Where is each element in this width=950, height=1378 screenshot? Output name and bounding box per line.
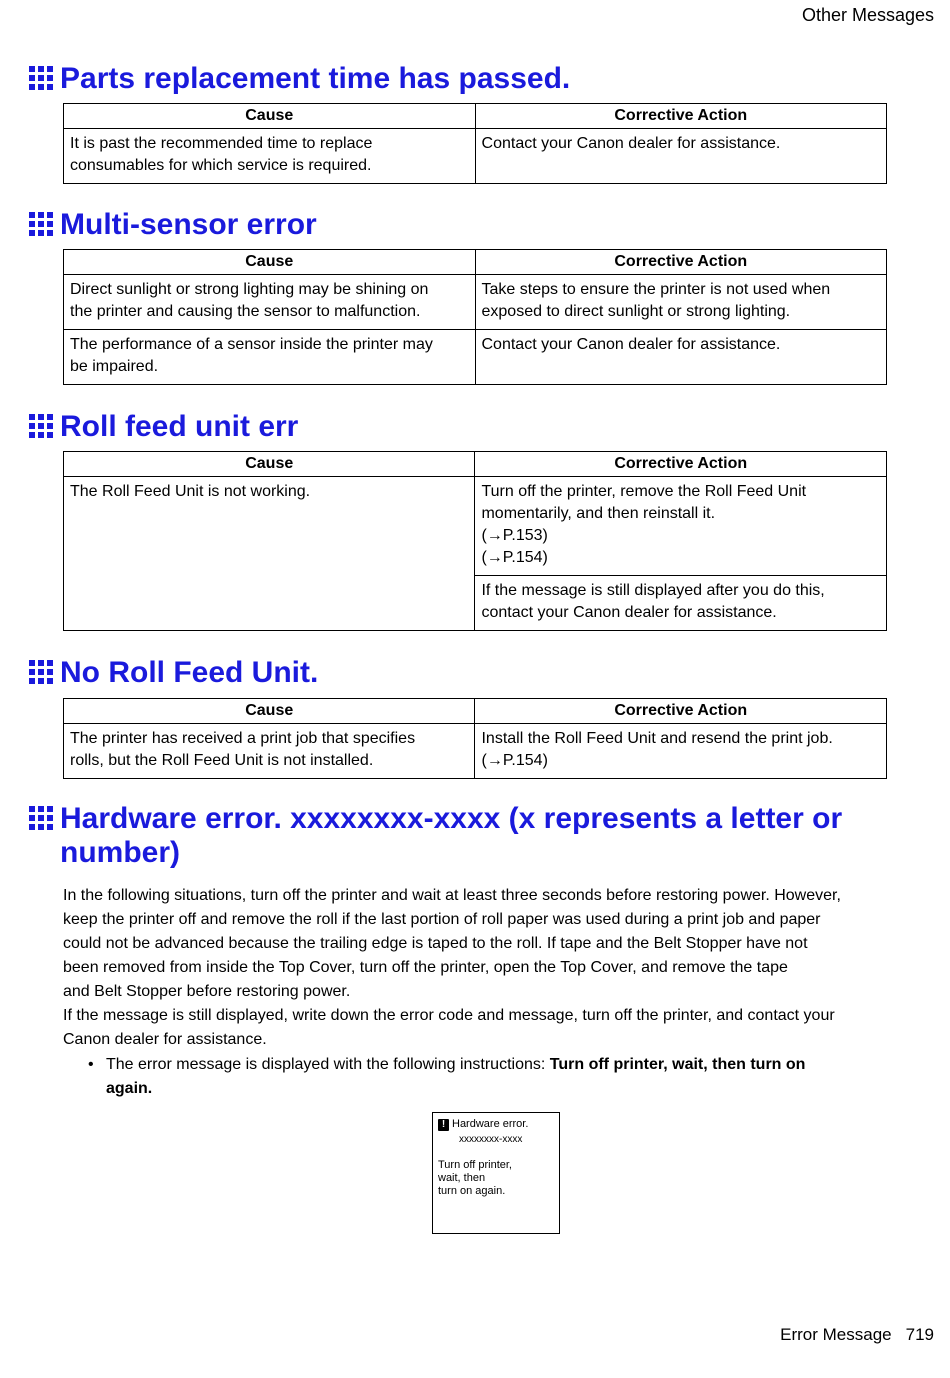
- action-cell: If the message is still displayed after you do this, contact your Canon dealer for assistance.: [475, 576, 887, 631]
- action-cell: Install the Roll Feed Unit and resend the print job. (→P.154): [475, 724, 887, 779]
- cause-action-table: [63, 451, 887, 631]
- paragraph: In the following situations, turn off the printer and wait at least three seconds before restoring power. However, keep the printer off and remove the roll if the last portion of roll paper was used during a print job and paper could not be advanced because the trailing edge is taped to the roll. If tape and the Belt Stopper have not been removed from inside the Top Cover, turn off the printer, open the Top Cover, and remove the tape and Belt Stopper before restoring power.: [63, 887, 841, 1000]
- list-item: • The error message is displayed with the following instructions: Turn off printer, wait, then turn on again.: [88, 1053, 878, 1101]
- page-footer: [780, 1325, 934, 1345]
- cause-cell: The performance of a sensor inside the printer may be impaired.: [64, 330, 476, 385]
- footer-label: Error Message: [780, 1325, 892, 1344]
- page-number: 719: [905, 1325, 934, 1344]
- action-cell: Turn off the printer, remove the Roll Feed Unit momentarily, and then reinstall it. (→P.153) (→P.154): [475, 477, 887, 576]
- cause-cell: The printer has received a print job that specifies rolls, but the Roll Feed Unit is not installed.: [64, 724, 475, 779]
- section-title: Hardware error. xxxxxxxx-xxxx (x represents a letter or number): [28, 802, 890, 870]
- action-cell: Take steps to ensure the printer is not used when exposed to direct sunlight or strong lighting.: [475, 275, 887, 330]
- cause-cell: Direct sunlight or strong lighting may be shining on the printer and causing the sensor to malfunction.: [64, 275, 476, 330]
- table-row: [64, 275, 887, 330]
- action-cell: Contact your Canon dealer for assistance.: [475, 330, 887, 385]
- cause-cell: The Roll Feed Unit is not working.: [64, 477, 475, 631]
- section-title: Multi-sensor error: [28, 208, 890, 242]
- action-header: Corrective Action: [475, 699, 887, 724]
- section-title: Roll feed unit err: [28, 410, 890, 444]
- table-row: [64, 330, 887, 385]
- action-cell: Contact your Canon dealer for assistance.: [475, 129, 886, 184]
- section-hardware-error: [28, 802, 890, 870]
- section-title: Parts replacement time has passed.: [28, 62, 890, 96]
- cause-cell: It is past the recommended time to replace consumables for which service is required.: [64, 129, 476, 184]
- grid-icon: [29, 66, 53, 90]
- grid-icon: [29, 414, 53, 438]
- table-row: [64, 129, 887, 184]
- panel-instructions: Turn off printer, wait, then turn on again.: [438, 1159, 512, 1197]
- cause-action-table: [63, 103, 887, 184]
- action-header: Corrective Action: [475, 250, 887, 275]
- display-panel-illustration: [432, 1112, 560, 1234]
- cause-header: Cause: [64, 250, 476, 275]
- section-roll-feed-unit-err: [28, 410, 890, 621]
- table-row: [64, 477, 887, 576]
- paragraph: If the message is still displayed, write down the error code and message, turn off the printer, and contact your Canon dealer for assistance.: [63, 1007, 835, 1048]
- panel-title: Hardware error.: [452, 1118, 529, 1130]
- section-title: No Roll Feed Unit.: [28, 656, 890, 690]
- running-header: Other Messages: [801, 5, 934, 25]
- cause-header: Cause: [64, 452, 475, 477]
- cause-header: Cause: [64, 699, 475, 724]
- grid-icon: [29, 806, 53, 830]
- table-row: [64, 724, 887, 779]
- grid-icon: [29, 660, 53, 684]
- panel-error-code: xxxxxxxx-xxxx: [459, 1134, 523, 1145]
- cause-action-table: [63, 249, 887, 385]
- hardware-description: [63, 884, 891, 1052]
- warning-icon: !: [438, 1119, 449, 1131]
- grid-icon: [29, 212, 53, 236]
- section-parts-replacement: [28, 62, 890, 174]
- cause-action-table: [63, 698, 887, 779]
- bullet-icon: •: [88, 1056, 94, 1073]
- action-header: Corrective Action: [475, 104, 886, 129]
- section-multi-sensor: [28, 208, 890, 375]
- section-no-roll-feed-unit: [28, 656, 890, 769]
- action-header: Corrective Action: [475, 452, 887, 477]
- cause-header: Cause: [64, 104, 476, 129]
